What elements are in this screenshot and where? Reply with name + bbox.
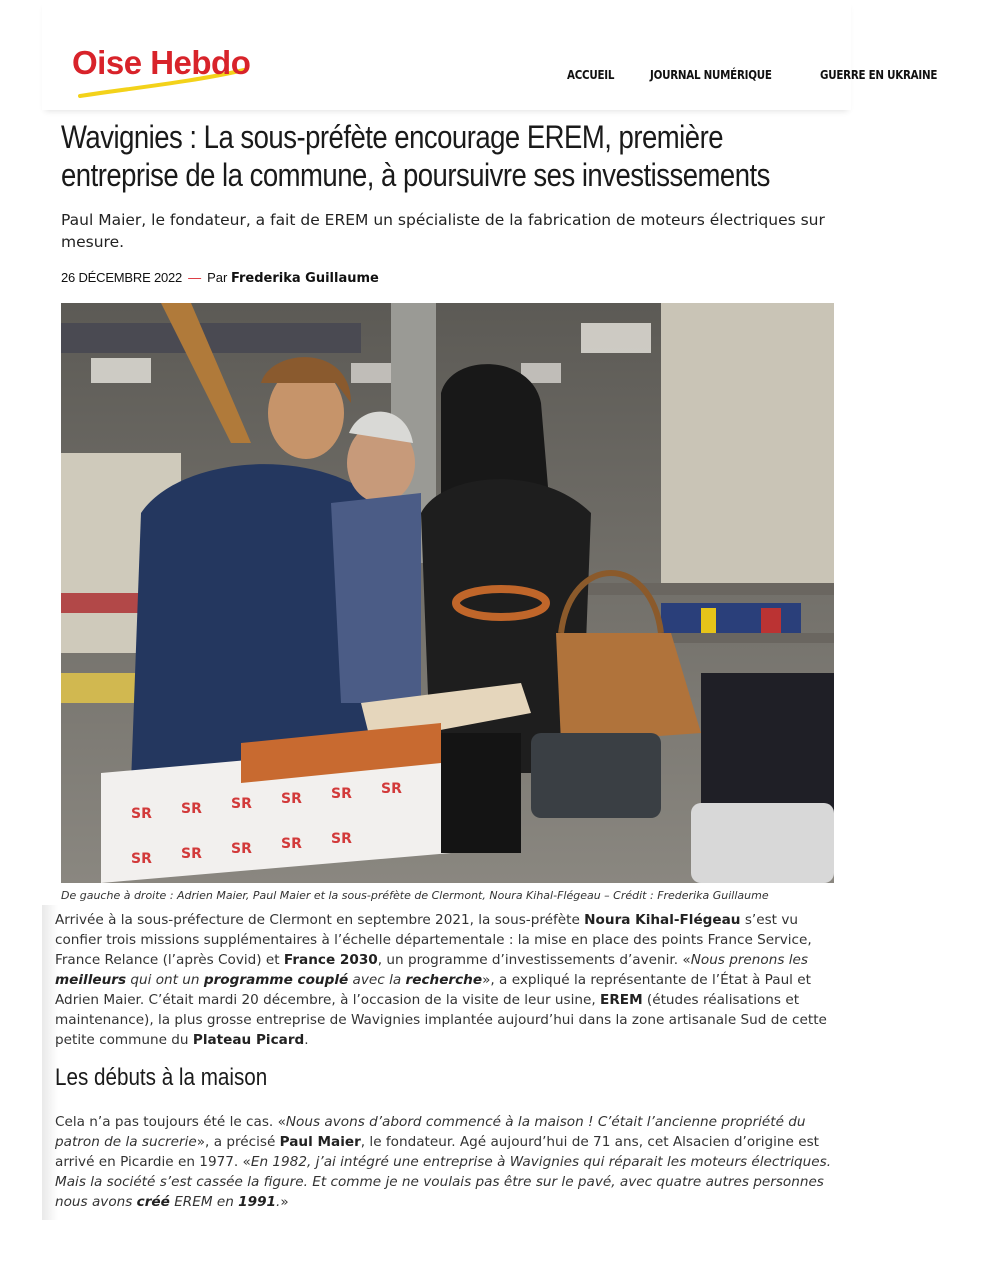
svg-text:SR: SR [281,791,302,807]
nav-item-guerre-en-ukraine[interactable]: GUERRE EN UKRAINE [820,68,938,82]
svg-text:SR: SR [281,836,302,852]
body-paragraph-2: Cela n’a pas toujours été le cas. «Nous avons d’abord commencé à la maison ! C’était l’ancienne propriété du patron de la sucrerie», a précisé Paul Maier, le fondateur. Agé aujourd’hui de 71 ans, cet Alsacien d’origine est arrivé en Picardie en 1977. «En 1982, j’ai intégré une entreprise à Wavignies qui réparait les moteurs électriques. Mais la société s’est cassée la figure. Et comme je ne voulais pas être sur le pavé, avec quatre autres personnes nous avons créé EREM en 1991.» [55,1114,832,1210]
article-photo [61,303,834,883]
by-label: Par [207,270,228,285]
article-meta [61,270,379,286]
svg-text:SR: SR [181,846,202,862]
nav-item-journal-numerique[interactable]: JOURNAL NUMÉRIQUE [650,68,772,82]
svg-text:SR: SR [181,801,202,817]
svg-text:SR: SR [231,841,252,857]
meta-separator: — [188,270,202,285]
article-subtitle: Paul Maier, le fondateur, a fait de EREM un spécialiste de la fabrication de moteurs électriques sur mesure. [61,211,825,251]
body-paragraph-1: Arrivée à la sous-préfecture de Clermont en septembre 2021, la sous-préfète Noura Kihal-Flégeau s’est vu confier trois missions supplémentaires à l’échelle départementale : la mise en place des points France Service, France Relance (l’après Covid) et France 2030, un programme d’investissements d’avenir. «Nous prenons les meilleurs qui ont un programme couplé avec la recherche», a expliqué la représentante de l’État à Paul et Adrien Maier. C’était mardi 20 décembre, à l’occasion de la visite de leur usine, EREM (études réalisations et maintenance), la plus grosse entreprise de Wavignies implantée aujourd’hui dans la zone artisanale Sud de cette petite commune du Plateau Picard. [55,912,827,1048]
site-logo[interactable] [72,44,272,104]
workshop-photo-icon [61,303,834,883]
svg-text:SR: SR [331,831,352,847]
svg-text:SR: SR [131,806,152,822]
svg-text:SR: SR [231,796,252,812]
nav-item-accueil[interactable]: ACCUEIL [567,68,615,82]
section-heading: Les débuts à la maison [55,1064,268,1091]
svg-text:SR: SR [381,781,402,797]
page-title: Wavignies : La sous-préfète encourage EREM, première entreprise de la commune, à poursuivre ses investissements [61,119,770,193]
article-date: 26 DÉCEMBRE 2022 [61,270,183,285]
main-nav [567,66,938,86]
photo-caption: De gauche à droite : Adrien Maier, Paul Maier et la sous-préfète de Clermont, Noura Kihal-Flégeau – Crédit : Frederika Guillaume [61,889,769,902]
site-header [42,0,938,110]
author-link[interactable]: Frederika Guillaume [230,271,379,286]
svg-text:SR: SR [331,786,352,802]
logo-text: Oise Hebdo [72,44,251,81]
svg-text:SR: SR [131,851,152,867]
